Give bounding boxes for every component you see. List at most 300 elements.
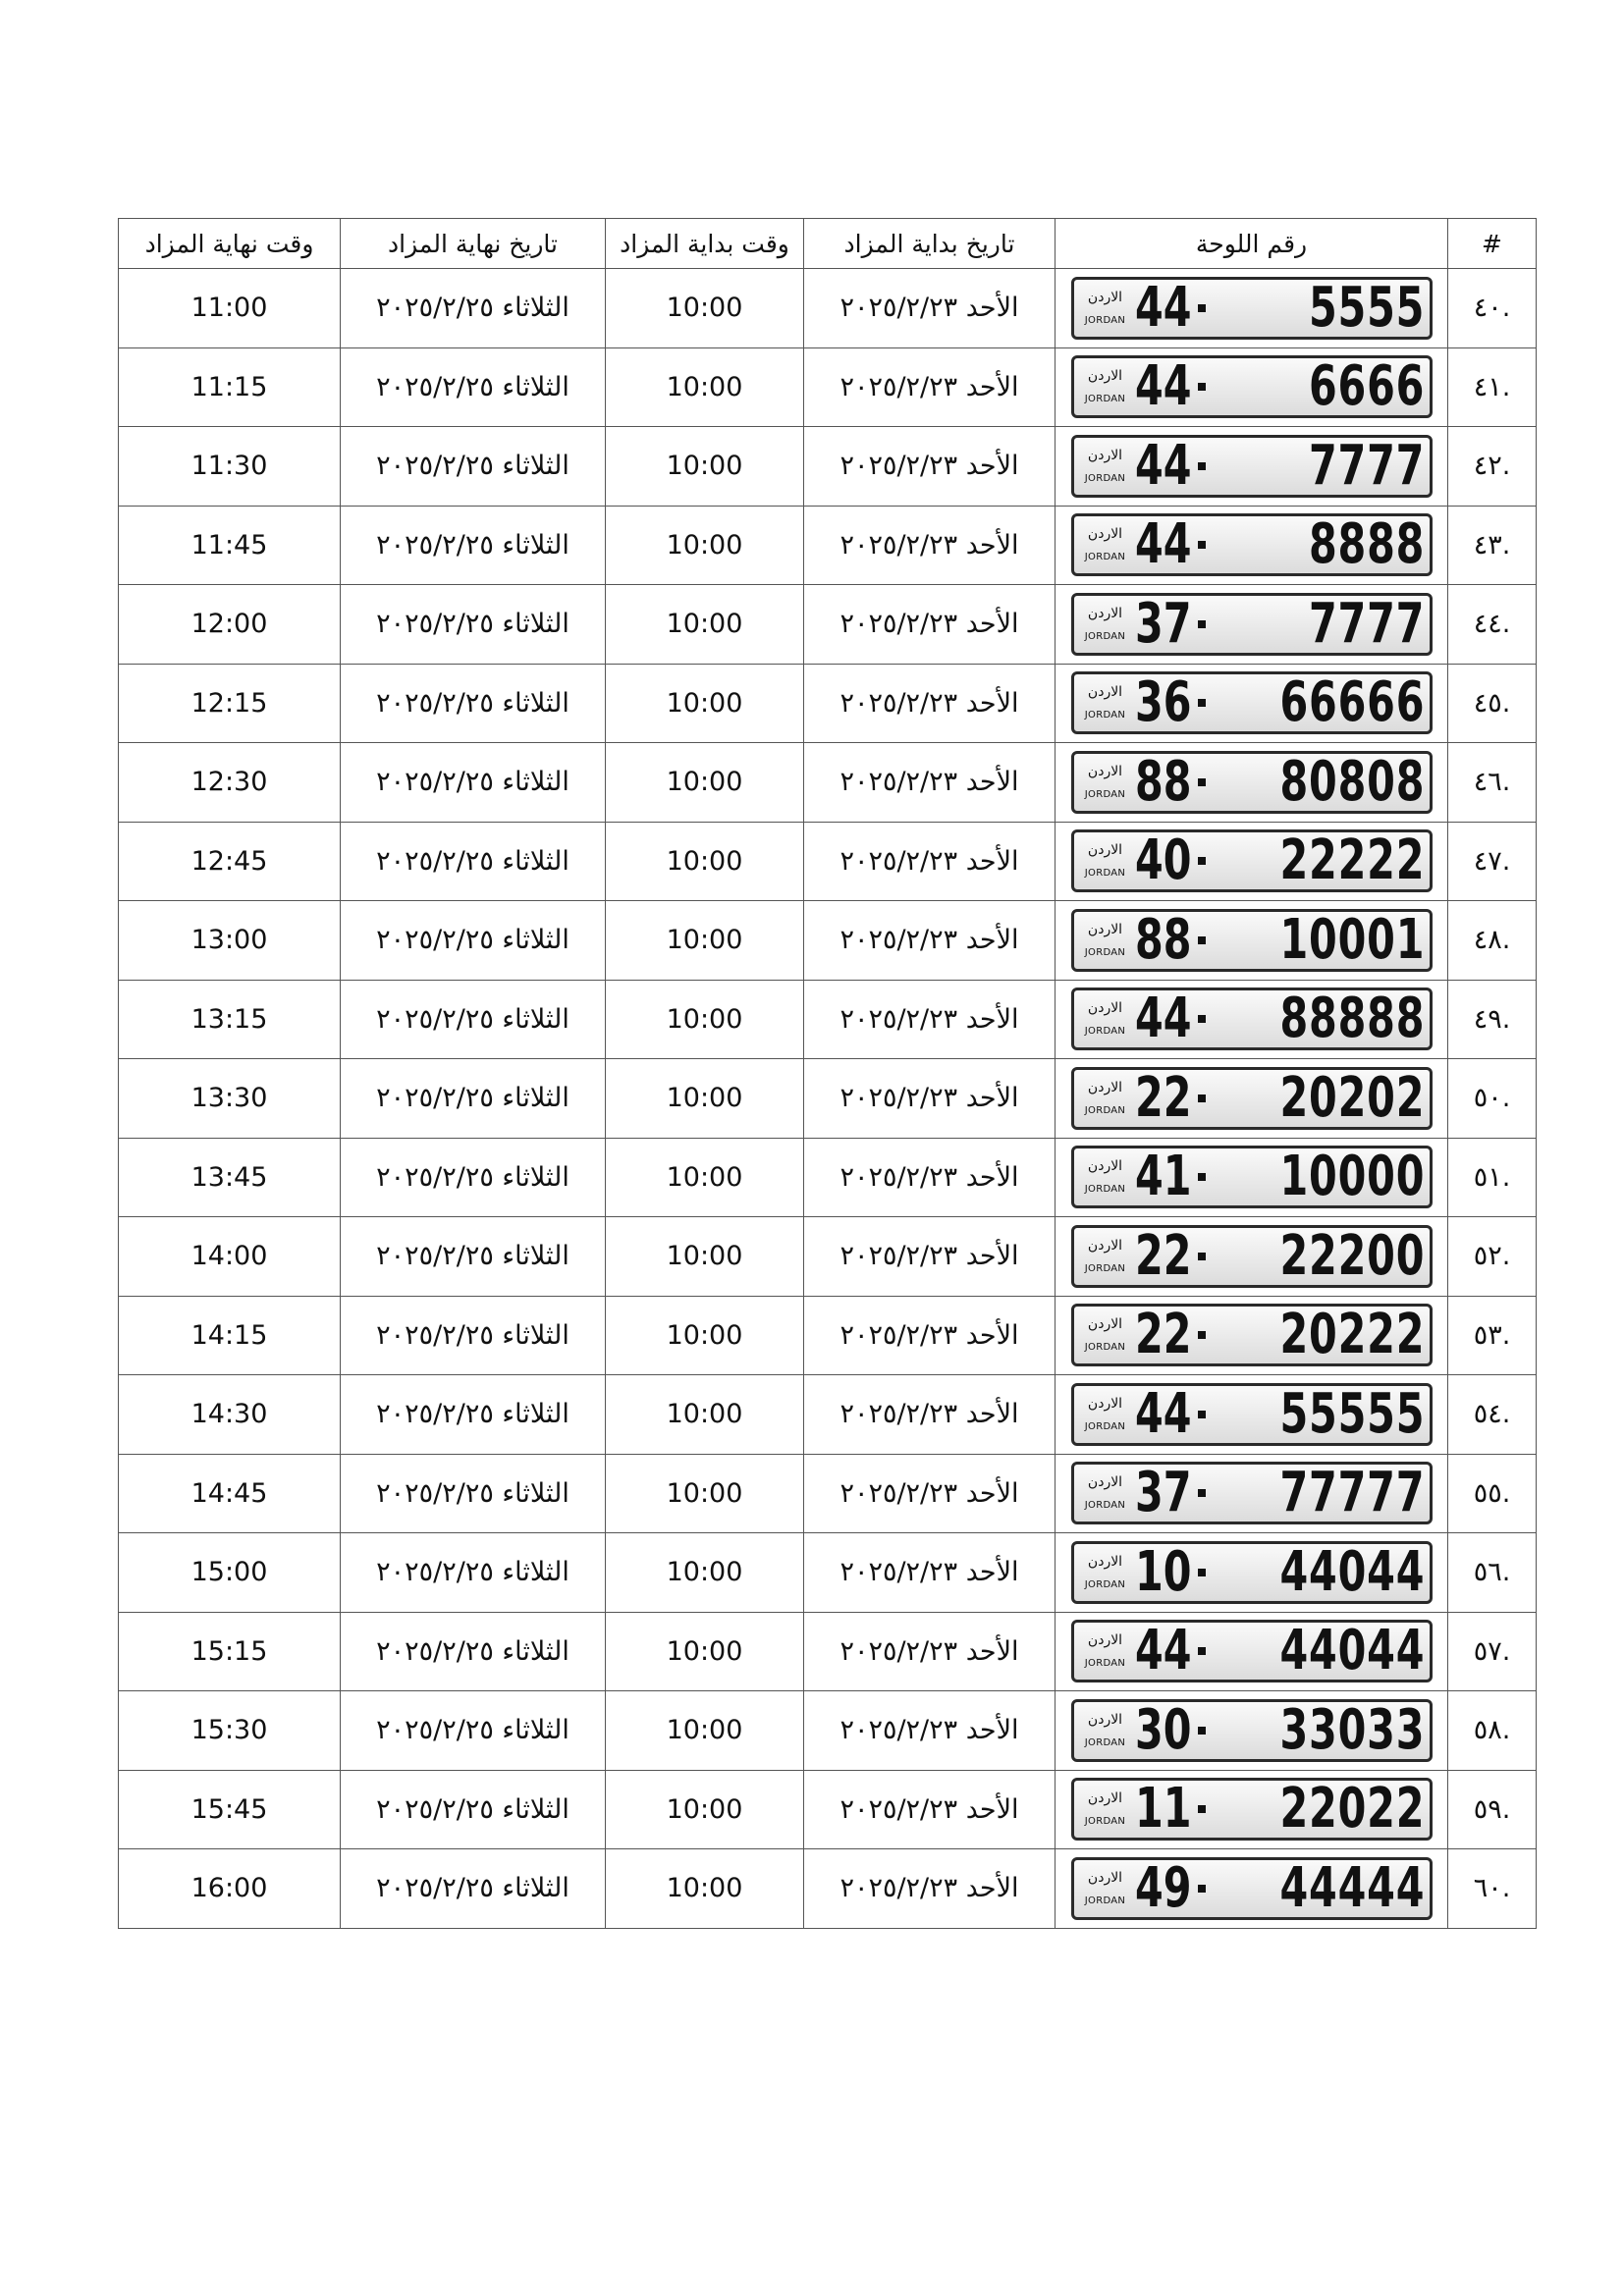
license-plate: [1071, 277, 1433, 340]
table-row: [119, 822, 1537, 901]
end-time: 12:15: [119, 664, 341, 743]
end-date: الثلاثاء ٢٠٢٥/٢/٢٥: [341, 1691, 606, 1771]
plate-code: 37: [1134, 1461, 1191, 1525]
plate-cell: [1056, 1296, 1448, 1375]
start-time: 10:00: [606, 506, 804, 585]
plate-country-ar: الاردن: [1087, 1316, 1123, 1333]
end-time: 11:00: [119, 269, 341, 348]
header-start-date: تاريخ بداية المزاد: [804, 219, 1056, 269]
plate-code: 44: [1134, 1619, 1191, 1683]
plate-country-en: JORDAN: [1084, 472, 1126, 484]
table-body: [119, 269, 1537, 1929]
plate-code: 88: [1134, 749, 1191, 814]
plate-country: [1080, 369, 1131, 404]
start-time: 10:00: [606, 901, 804, 981]
license-plate: [1071, 1857, 1433, 1920]
end-date: الثلاثاء ٢٠٢٥/٢/٢٥: [341, 506, 606, 585]
start-time: 10:00: [606, 1059, 804, 1139]
plate-country-en: JORDAN: [1084, 630, 1126, 642]
table-row: [119, 1059, 1537, 1139]
plate-country-ar: الاردن: [1087, 1079, 1123, 1095]
end-time: 13:00: [119, 901, 341, 981]
plate-cell: [1056, 822, 1448, 901]
plate-country-ar: الاردن: [1087, 526, 1123, 543]
plate-separator: [1198, 1331, 1206, 1339]
start-time: 10:00: [606, 822, 804, 901]
table-row: [119, 1454, 1537, 1533]
end-date: الثلاثاء ٢٠٢٥/٢/٢٥: [341, 1770, 606, 1849]
plate-separator: [1198, 1411, 1206, 1418]
end-time: 14:30: [119, 1375, 341, 1455]
end-date: الثلاثاء ٢٠٢٥/٢/٢٥: [341, 1296, 606, 1375]
plate-cell: [1056, 585, 1448, 665]
plate-country-ar: الاردن: [1087, 368, 1123, 385]
plate-number: 66666: [1279, 670, 1426, 735]
row-index: .٤١: [1448, 347, 1537, 427]
plate-country-ar: الاردن: [1087, 1632, 1123, 1649]
plate-code: 44: [1134, 354, 1191, 419]
plate-separator: [1198, 1489, 1206, 1497]
end-time: 12:30: [119, 743, 341, 823]
start-date: الأحد ٢٠٢٥/٢/٢٣: [804, 664, 1056, 743]
plate-country-en: JORDAN: [1084, 1026, 1126, 1038]
plate-country: [1080, 607, 1131, 642]
end-time: 15:30: [119, 1691, 341, 1771]
table-row: [119, 901, 1537, 981]
end-date: الثلاثاء ٢٠٢٥/٢/٢٥: [341, 1059, 606, 1139]
plate-separator: [1198, 699, 1206, 707]
row-index: .٤٠: [1448, 269, 1537, 348]
end-date: الثلاثاء ٢٠٢٥/٢/٢٥: [341, 980, 606, 1059]
plate-separator: [1198, 1253, 1206, 1260]
plate-country-ar: الاردن: [1087, 1000, 1123, 1017]
plate-number: 44444: [1279, 1855, 1426, 1920]
end-time: 13:30: [119, 1059, 341, 1139]
row-index: .٥٥: [1448, 1454, 1537, 1533]
start-date: الأحد ٢٠٢٥/٢/٢٣: [804, 585, 1056, 665]
end-time: 16:00: [119, 1849, 341, 1929]
plate-number: 88888: [1279, 987, 1426, 1051]
license-plate: [1071, 1699, 1433, 1762]
license-plate: [1071, 1146, 1433, 1208]
plate-country-ar: الاردن: [1087, 289, 1123, 305]
plate-country-en: JORDAN: [1084, 1895, 1126, 1906]
plate-code: 10: [1134, 1539, 1191, 1604]
plate-cell: [1056, 1770, 1448, 1849]
start-time: 10:00: [606, 1770, 804, 1849]
header-index: #: [1448, 219, 1537, 269]
plate-country: [1080, 1791, 1131, 1827]
plate-country: [1080, 1317, 1131, 1353]
end-time: 12:00: [119, 585, 341, 665]
plate-country: [1080, 449, 1131, 484]
plate-country-en: JORDAN: [1084, 1658, 1126, 1670]
plate-number: 44044: [1279, 1619, 1426, 1683]
plate-code: 49: [1134, 1855, 1191, 1920]
end-time: 15:45: [119, 1770, 341, 1849]
start-date: الأحد ٢٠٢٥/٢/٢٣: [804, 1849, 1056, 1929]
start-date: الأحد ٢٠٢٥/٢/٢٣: [804, 427, 1056, 507]
start-date: الأحد ٢٠٢٥/٢/٢٣: [804, 269, 1056, 348]
table-row: [119, 269, 1537, 348]
row-index: .٤٤: [1448, 585, 1537, 665]
license-plate: [1071, 751, 1433, 814]
plate-separator: [1198, 778, 1206, 786]
end-date: الثلاثاء ٢٠٢٥/٢/٢٥: [341, 1454, 606, 1533]
start-date: الأحد ٢٠٢٥/٢/٢٣: [804, 1612, 1056, 1691]
plate-country-ar: الاردن: [1087, 1869, 1123, 1886]
end-date: الثلاثاء ٢٠٢٥/٢/٢٥: [341, 585, 606, 665]
plate-country-ar: الاردن: [1087, 1237, 1123, 1254]
start-time: 10:00: [606, 664, 804, 743]
plate-country-en: JORDAN: [1084, 394, 1126, 405]
start-time: 10:00: [606, 1375, 804, 1455]
table-row: [119, 347, 1537, 427]
license-plate: [1071, 513, 1433, 576]
start-time: 10:00: [606, 1612, 804, 1691]
plate-code: 22: [1134, 1303, 1191, 1367]
plate-country-en: JORDAN: [1084, 1500, 1126, 1512]
row-index: .٥٣: [1448, 1296, 1537, 1375]
plate-number: 8888: [1309, 512, 1426, 577]
table-row: [119, 1375, 1537, 1455]
table-row: [119, 1849, 1537, 1929]
row-index: .٥٦: [1448, 1533, 1537, 1613]
start-date: الأحد ٢٠٢٥/٢/٢٣: [804, 1454, 1056, 1533]
row-index: .٤٧: [1448, 822, 1537, 901]
table-row: [119, 1770, 1537, 1849]
license-plate: [1071, 829, 1433, 892]
plate-country-en: JORDAN: [1084, 1262, 1126, 1274]
start-date: الأحد ٢٠٢٥/٢/٢٣: [804, 1691, 1056, 1771]
plate-number: 22022: [1279, 1777, 1426, 1842]
plate-number: 7777: [1309, 591, 1426, 656]
license-plate: [1071, 1304, 1433, 1366]
end-date: الثلاثاء ٢٠٢٥/٢/٢٥: [341, 822, 606, 901]
table-row: [119, 1138, 1537, 1217]
start-time: 10:00: [606, 427, 804, 507]
start-time: 10:00: [606, 1849, 804, 1929]
plate-code: 44: [1134, 433, 1191, 498]
plate-country: [1080, 1081, 1131, 1116]
end-date: الثلاثاء ٢٠٢٥/٢/٢٥: [341, 1612, 606, 1691]
end-time: 11:15: [119, 347, 341, 427]
plate-separator: [1198, 383, 1206, 391]
end-date: الثلاثاء ٢٠٢٥/٢/٢٥: [341, 664, 606, 743]
end-date: الثلاثاء ٢٠٢٥/٢/٢٥: [341, 901, 606, 981]
end-date: الثلاثاء ٢٠٢٥/٢/٢٥: [341, 1138, 606, 1217]
plate-cell: [1056, 901, 1448, 981]
license-plate: [1071, 593, 1433, 656]
license-plate: [1071, 1225, 1433, 1288]
start-time: 10:00: [606, 980, 804, 1059]
start-date: الأحد ٢٠٢٥/٢/٢٣: [804, 901, 1056, 981]
plate-country-en: JORDAN: [1084, 1816, 1126, 1828]
plate-cell: [1056, 664, 1448, 743]
plate-country-en: JORDAN: [1084, 1578, 1126, 1590]
table-row: [119, 427, 1537, 507]
row-index: .٤٩: [1448, 980, 1537, 1059]
end-date: الثلاثاء ٢٠٢٥/٢/٢٥: [341, 1533, 606, 1613]
plate-country-ar: الاردن: [1087, 921, 1123, 937]
plate-number: 10000: [1279, 1145, 1426, 1209]
row-index: .٦٠: [1448, 1849, 1537, 1929]
plate-country: [1080, 923, 1131, 958]
header-start-time: وقت بداية المزاد: [606, 219, 804, 269]
plate-cell: [1056, 1217, 1448, 1297]
plate-code: 44: [1134, 987, 1191, 1051]
license-plate: [1071, 435, 1433, 498]
plate-code: 40: [1134, 828, 1191, 893]
plate-country: [1080, 1397, 1131, 1432]
end-time: 14:45: [119, 1454, 341, 1533]
plate-country-ar: الاردن: [1087, 605, 1123, 621]
license-plate: [1071, 1462, 1433, 1524]
plate-separator: [1198, 1727, 1206, 1735]
end-time: 11:30: [119, 427, 341, 507]
plate-country: [1080, 1159, 1131, 1195]
row-index: .٤٢: [1448, 427, 1537, 507]
plate-code: 22: [1134, 1223, 1191, 1288]
plate-country-en: JORDAN: [1084, 1736, 1126, 1748]
end-time: 11:45: [119, 506, 341, 585]
start-time: 10:00: [606, 1691, 804, 1771]
plate-cell: [1056, 1375, 1448, 1455]
table-row: [119, 1691, 1537, 1771]
end-time: 14:15: [119, 1296, 341, 1375]
plate-number: 10001: [1279, 907, 1426, 972]
plate-country-ar: الاردن: [1087, 1395, 1123, 1412]
plate-separator: [1198, 620, 1206, 628]
plate-separator: [1198, 1569, 1206, 1576]
plate-number: 20202: [1279, 1065, 1426, 1130]
plate-number: 33033: [1279, 1697, 1426, 1762]
auction-table: [118, 218, 1537, 1929]
plate-cell: [1056, 1849, 1448, 1929]
end-time: 15:00: [119, 1533, 341, 1613]
plate-cell: [1056, 1138, 1448, 1217]
plate-country-ar: الاردن: [1087, 1553, 1123, 1570]
start-time: 10:00: [606, 1533, 804, 1613]
plate-cell: [1056, 1612, 1448, 1691]
end-date: الثلاثاء ٢٠٢٥/٢/٢٥: [341, 1375, 606, 1455]
start-time: 10:00: [606, 1217, 804, 1297]
row-index: .٥٨: [1448, 1691, 1537, 1771]
plate-country: [1080, 765, 1131, 800]
row-index: .٥١: [1448, 1138, 1537, 1217]
start-date: الأحد ٢٠٢٥/٢/٢٣: [804, 1138, 1056, 1217]
plate-code: 30: [1134, 1697, 1191, 1762]
table-row: [119, 980, 1537, 1059]
start-date: الأحد ٢٠٢٥/٢/٢٣: [804, 743, 1056, 823]
start-time: 10:00: [606, 269, 804, 348]
plate-country-en: JORDAN: [1084, 1104, 1126, 1116]
plate-cell: [1056, 1533, 1448, 1613]
start-date: الأحد ٢٠٢٥/٢/٢٣: [804, 1059, 1056, 1139]
plate-country-en: JORDAN: [1084, 868, 1126, 880]
row-index: .٤٣: [1448, 506, 1537, 585]
license-plate: [1071, 1541, 1433, 1604]
row-index: .٤٨: [1448, 901, 1537, 981]
license-plate: [1071, 1067, 1433, 1130]
end-date: الثلاثاء ٢٠٢٥/٢/٢٥: [341, 427, 606, 507]
end-date: الثلاثاء ٢٠٢٥/٢/٢٥: [341, 269, 606, 348]
end-date: الثلاثاء ٢٠٢٥/٢/٢٥: [341, 743, 606, 823]
plate-country-en: JORDAN: [1084, 1184, 1126, 1196]
plate-cell: [1056, 427, 1448, 507]
plate-country-en: JORDAN: [1084, 1342, 1126, 1354]
plate-country-en: JORDAN: [1084, 788, 1126, 800]
plate-country: [1080, 1871, 1131, 1906]
start-time: 10:00: [606, 585, 804, 665]
plate-number: 20222: [1279, 1303, 1426, 1367]
plate-country: [1080, 843, 1131, 879]
end-time: 13:45: [119, 1138, 341, 1217]
plate-country-ar: الاردن: [1087, 1158, 1123, 1175]
plate-code: 44: [1134, 1381, 1191, 1446]
table-row: [119, 1612, 1537, 1691]
plate-separator: [1198, 1095, 1206, 1102]
start-date: الأحد ٢٠٢٥/٢/٢٣: [804, 1217, 1056, 1297]
table-row: [119, 1217, 1537, 1297]
header-row: [119, 219, 1537, 269]
plate-separator: [1198, 1015, 1206, 1023]
plate-separator: [1198, 462, 1206, 470]
plate-code: 37: [1134, 591, 1191, 656]
plate-cell: [1056, 980, 1448, 1059]
plate-country: [1080, 1633, 1131, 1669]
row-index: .٥٢: [1448, 1217, 1537, 1297]
table-row: [119, 664, 1537, 743]
plate-number: 5555: [1309, 275, 1426, 340]
table-row: [119, 743, 1537, 823]
plate-number: 22200: [1279, 1223, 1426, 1288]
start-time: 10:00: [606, 1138, 804, 1217]
plate-separator: [1198, 1885, 1206, 1893]
plate-code: 11: [1134, 1777, 1191, 1842]
plate-code: 44: [1134, 512, 1191, 577]
row-index: .٥٠: [1448, 1059, 1537, 1139]
plate-country-en: JORDAN: [1084, 1420, 1126, 1432]
plate-number: 7777: [1309, 433, 1426, 498]
plate-country-ar: الاردن: [1087, 763, 1123, 779]
plate-cell: [1056, 1059, 1448, 1139]
plate-separator: [1198, 304, 1206, 312]
plate-cell: [1056, 506, 1448, 585]
license-plate: [1071, 355, 1433, 418]
plate-country: [1080, 1239, 1131, 1274]
plate-cell: [1056, 269, 1448, 348]
plate-country: [1080, 291, 1131, 326]
plate-code: 44: [1134, 275, 1191, 340]
end-date: الثلاثاء ٢٠٢٥/٢/٢٥: [341, 1849, 606, 1929]
end-time: 13:15: [119, 980, 341, 1059]
start-date: الأحد ٢٠٢٥/٢/٢٣: [804, 1375, 1056, 1455]
plate-cell: [1056, 347, 1448, 427]
table-row: [119, 585, 1537, 665]
row-index: .٥٧: [1448, 1612, 1537, 1691]
plate-number: 6666: [1309, 354, 1426, 419]
plate-code: 22: [1134, 1065, 1191, 1130]
end-time: 12:45: [119, 822, 341, 901]
start-date: الأحد ٢٠٢٥/٢/٢٣: [804, 506, 1056, 585]
header-plate: رقم اللوحة: [1056, 219, 1448, 269]
plate-cell: [1056, 1691, 1448, 1771]
header-end-date: تاريخ نهاية المزاد: [341, 219, 606, 269]
plate-number: 80808: [1279, 749, 1426, 814]
license-plate: [1071, 1778, 1433, 1841]
plate-separator: [1198, 857, 1206, 865]
plate-code: 41: [1134, 1145, 1191, 1209]
table-row: [119, 1296, 1537, 1375]
plate-separator: [1198, 936, 1206, 944]
plate-separator: [1198, 541, 1206, 549]
plate-country-ar: الاردن: [1087, 1790, 1123, 1807]
start-date: الأحد ٢٠٢٥/٢/٢٣: [804, 347, 1056, 427]
plate-country-ar: الاردن: [1087, 1474, 1123, 1491]
table-row: [119, 506, 1537, 585]
start-date: الأحد ٢٠٢٥/٢/٢٣: [804, 980, 1056, 1059]
start-date: الأحد ٢٠٢٥/٢/٢٣: [804, 1533, 1056, 1613]
header-end-time: وقت نهاية المزاد: [119, 219, 341, 269]
start-date: الأحد ٢٠٢٥/٢/٢٣: [804, 1296, 1056, 1375]
end-time: 15:15: [119, 1612, 341, 1691]
plate-country-en: JORDAN: [1084, 710, 1126, 721]
start-time: 10:00: [606, 347, 804, 427]
table-row: [119, 1533, 1537, 1613]
license-plate: [1071, 909, 1433, 972]
plate-country-ar: الاردن: [1087, 842, 1123, 859]
plate-separator: [1198, 1173, 1206, 1181]
start-date: الأحد ٢٠٢٥/٢/٢٣: [804, 822, 1056, 901]
license-plate: [1071, 1620, 1433, 1682]
row-index: .٥٤: [1448, 1375, 1537, 1455]
license-plate: [1071, 671, 1433, 734]
plate-cell: [1056, 743, 1448, 823]
plate-separator: [1198, 1805, 1206, 1813]
plate-country-en: JORDAN: [1084, 314, 1126, 326]
row-index: .٤٥: [1448, 664, 1537, 743]
license-plate: [1071, 1383, 1433, 1446]
plate-country: [1080, 1713, 1131, 1748]
plate-country-en: JORDAN: [1084, 946, 1126, 958]
plate-number: 22222: [1279, 828, 1426, 893]
plate-country: [1080, 1555, 1131, 1590]
plate-country-ar: الاردن: [1087, 1711, 1123, 1728]
plate-number: 77777: [1279, 1461, 1426, 1525]
start-time: 10:00: [606, 1296, 804, 1375]
plate-country: [1080, 527, 1131, 562]
plate-country: [1080, 1475, 1131, 1511]
plate-separator: [1198, 1647, 1206, 1655]
plate-cell: [1056, 1454, 1448, 1533]
end-date: الثلاثاء ٢٠٢٥/٢/٢٥: [341, 347, 606, 427]
plate-country: [1080, 685, 1131, 721]
plate-number: 55555: [1279, 1381, 1426, 1446]
end-date: الثلاثاء ٢٠٢٥/٢/٢٥: [341, 1217, 606, 1297]
plate-code: 88: [1134, 907, 1191, 972]
row-index: .٤٦: [1448, 743, 1537, 823]
plate-number: 44044: [1279, 1539, 1426, 1604]
license-plate: [1071, 988, 1433, 1050]
plate-country-ar: الاردن: [1087, 447, 1123, 463]
plate-country: [1080, 1001, 1131, 1037]
row-index: .٥٩: [1448, 1770, 1537, 1849]
start-time: 10:00: [606, 743, 804, 823]
end-time: 14:00: [119, 1217, 341, 1297]
plate-code: 36: [1134, 670, 1191, 735]
start-time: 10:00: [606, 1454, 804, 1533]
